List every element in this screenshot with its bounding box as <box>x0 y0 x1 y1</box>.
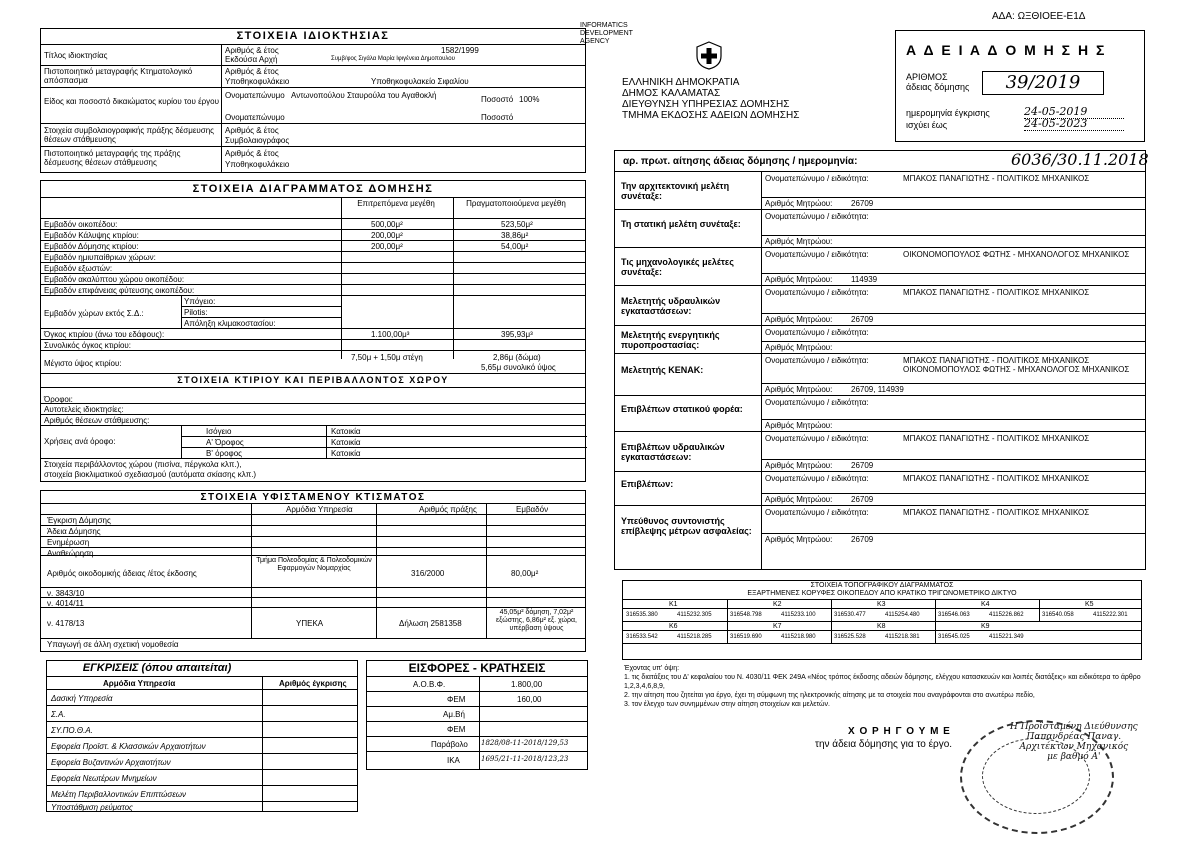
topo-vertex-label: K8 <box>877 623 886 630</box>
field-text: Εφορεία Προϊστ. & Κλασσικών Αρχαιοτήτων <box>51 742 206 751</box>
engineer-name: ΜΠΑΚΟΣ ΠΑΝΑΓΙΩΤΗΣ - ΠΟΛΙΤΙΚΟΣ ΜΗΧΑΝΙΚΟΣ <box>903 474 1090 483</box>
topo-y-coordinate: 4115222.301 <box>1093 612 1128 618</box>
field-text: ΦΕΜ <box>447 695 466 704</box>
engineer-name-label: Ονοματεπώνυμο / ειδικότητα: <box>765 434 869 443</box>
field-text: ν. 4014/11 <box>47 599 84 608</box>
engineer-role: Επιβλέπων υδραυλικών εγκαταστάσεων: <box>621 442 725 462</box>
engineer-role: Επιβλέπων στατικού φορέα: <box>621 404 743 414</box>
field-text: Εμβαδόν Κάλυψης κτιρίου: <box>44 231 139 240</box>
field-text: ν. 4178/13 <box>47 619 85 628</box>
engineer-name: ΜΠΑΚΟΣ ΠΑΝΑΓΙΩΤΗΣ - ΠΟΛΙΤΙΚΟΣ ΜΗΧΑΝΙΚΟΣ <box>903 174 1090 183</box>
engineer-name-label: Ονοματεπώνυμο / ειδικότητα: <box>765 356 869 365</box>
field-text: Συνολικός όγκος κτιρίου: <box>44 341 132 350</box>
ada-code: ΑΔΑ: ΩΞΘΙΟΕΕ-Ε1Δ <box>992 11 1086 22</box>
engineer-reg-label: Αριθμός Μητρώου: <box>765 385 833 394</box>
field-text: Αριθμός έγκρισης <box>279 679 347 688</box>
field-text: Κατοικία <box>331 427 361 436</box>
field-text: Όροφοι: <box>44 395 73 404</box>
engineer-reg-number: 26709 <box>851 535 874 544</box>
field-text: Τίτλος ιδιοκτησίας <box>44 51 108 60</box>
approval-date: 24-05-2019 <box>1024 106 1124 119</box>
field-text: Αυτοτελείς ιδιοκτησίες: <box>44 405 124 414</box>
permit-number: 39/2019 <box>982 71 1104 95</box>
grant-text: την άδεια δόμησης για το έργο. <box>815 739 953 750</box>
field-text: Σ.Α. <box>51 710 66 719</box>
field-text: INFORMATICS <box>580 22 628 29</box>
field-text: ν. 3843/10 <box>47 589 85 598</box>
engineer-name-label: Ονοματεπώνυμο / ειδικότητα: <box>765 398 869 407</box>
field-text: 2. την αίτηση που ζητείται για έργο, έχει τη σύμφωνη της ηλεκτρονικής αίτησης με τα στοιχεία που αναγράφονται στο ανωτέρω πεδίο, <box>624 692 1035 699</box>
topo-vertex-label: K2 <box>773 601 782 608</box>
field-text: ΣΥ.ΠΟ.Θ.Α. <box>51 726 93 735</box>
engineer-reg-label: Αριθμός Μητρώου: <box>765 535 833 544</box>
field-text: Αριθμός & έτος <box>225 126 279 135</box>
field-text: 316/2000 <box>411 569 445 578</box>
topo-vertex-label: K4 <box>981 601 990 608</box>
engineer-name-label: Ονοματεπώνυμο / ειδικότητα: <box>765 250 869 259</box>
topo-vertex-label: K3 <box>877 601 886 608</box>
engineer-name: ΜΠΑΚΟΣ ΠΑΝΑΓΙΩΤΗΣ - ΠΟΛΙΤΙΚΟΣ ΜΗΧΑΝΙΚΟΣ ΟΙΚΟΝΟΜΟΠΟΥΛΟΣ ΦΩΤΗΣ - ΜΗΧΑΝΟΛΟΓΟΣ ΜΗΧΑΝΙΚΟΣ <box>903 356 1130 374</box>
engineer-reg-number: 26709 <box>851 315 874 324</box>
building-diagram-title: ΣΤΟΙΧΕΙΑ ΔΙΑΓΡΑΜΜΑΤΟΣ ΔΟΜΗΣΗΣ <box>192 183 434 195</box>
field-text: Κατοικία <box>331 449 361 458</box>
field-text: Εφορεία Βυζαντινών Αρχαιοτήτων <box>51 758 171 767</box>
field-text: 395,93μ³ <box>501 330 533 339</box>
engineer-reg-number: 26709 <box>851 495 874 504</box>
field-text: Υποθηκοφυλάκειο <box>225 77 290 86</box>
engineer-role: Επιβλέπων: <box>621 479 674 489</box>
field-text: Αριθμός πράξης <box>419 505 477 514</box>
field-text: Αναθεώρηση <box>47 549 94 558</box>
field-text: Ποσοστό <box>481 113 514 122</box>
field-text: ημερομηνία έγκρισης <box>906 108 990 118</box>
engineer-name-label: Ονοματεπώνυμο / ειδικότητα: <box>765 508 869 517</box>
field-text: Α' Όροφος <box>206 438 244 447</box>
topo-x-coordinate: 316533.542 <box>626 634 658 640</box>
field-text: Εμβαδόν ακαλύπτου χώρου οικοπέδου: <box>44 275 185 284</box>
ownership-section <box>40 28 586 173</box>
field-text: Εμβαδόν <box>516 505 549 514</box>
field-text: Ονοματεπώνυμο <box>225 91 285 100</box>
field-text: Εμβαδόν ημιυπαίθριων χώρων: <box>44 253 156 262</box>
engineer-reg-label: Αριθμός Μητρώου: <box>765 421 833 430</box>
topo-vertex-label: K1 <box>669 601 678 608</box>
engineer-role: Τη στατική μελέτη συνέταξε: <box>621 219 741 229</box>
grant-heading: Χ Ο Ρ Η Γ Ο Υ Μ Ε <box>848 726 951 737</box>
field-text: Αριθμός & έτος <box>225 67 279 76</box>
field-text: Υποθηκοφυλάκειο <box>225 160 290 169</box>
authority-block <box>622 77 799 121</box>
topo-x-coordinate: 316530.477 <box>834 612 866 618</box>
field-text: Ονοματεπώνυμο <box>225 113 285 122</box>
field-text: ισχύει έως <box>906 120 948 130</box>
field-text: Μελέτη Περιβαλλοντικών Επιπτώσεων <box>51 790 186 799</box>
engineer-reg-label: Αριθμός Μητρώου: <box>765 461 833 470</box>
engineer-name-label: Ονοματεπώνυμο / ειδικότητα: <box>765 288 869 297</box>
topo-y-coordinate: 4115218.285 <box>677 634 712 640</box>
field-text: Η Προϊσταμένη Διεύθυνσης <box>1010 722 1138 732</box>
engineer-reg-label: Αριθμός Μητρώου: <box>765 199 833 208</box>
field-text: 500,00μ² <box>371 220 403 229</box>
permit-box <box>895 30 1145 142</box>
field-text: Συμβολαιογράφος <box>225 136 290 145</box>
topo-vertex-label: K6 <box>669 623 678 630</box>
field-text: Ενημέρωση <box>47 538 90 547</box>
field-text: Εμβαδόν οικοπέδου: <box>44 220 118 229</box>
signature <box>1010 722 1138 762</box>
greek-emblem-icon <box>695 40 723 70</box>
field-text: Αριθμός & έτος <box>225 46 279 55</box>
field-text: Μέγιστο ύψος κτιρίου: <box>44 359 122 368</box>
field-text: 5,65μ συνολικό ύψος <box>481 363 556 372</box>
field-text: DEVELOPMENT <box>580 30 633 37</box>
field-text: Εμβαδόν επιφάνειας φύτευσης οικοπέδου: <box>44 286 195 295</box>
field-text: ΕΞΑΡΤΗΜΕΝΕΣ ΚΟΡΥΦΕΣ ΟΙΚΟΠΕΔΟΥ ΑΠΟ ΚΡΑΤΙΚΟ ΤΡΙΓΩΝΟΜΕΤΡΙΚΟ ΔΙΚΤΥΟ <box>747 590 1017 597</box>
field-text: Στοιχεία συμβολαιογραφικής πράξης δέσμευσης θέσεων στάθμευσης <box>44 126 214 144</box>
topo-y-coordinate: 4115232.305 <box>677 612 712 618</box>
topo-y-coordinate: 4115221.349 <box>989 634 1024 640</box>
engineers-section <box>614 150 1149 570</box>
engineer-reg-label: Αριθμός Μητρώου: <box>765 343 833 352</box>
field-text: 2,86μ (δώμα) <box>493 353 541 362</box>
application-number: 6036/30.11.2018 <box>1011 150 1149 169</box>
field-text: ΔΙΕΥΘΥΝΣΗ ΥΠΗΡΕΣΙΑΣ ΔΟΜΗΣΗΣ <box>622 99 790 110</box>
topo-vertex-label: K5 <box>1085 601 1094 608</box>
engineer-role: Μελετητής υδραυλικών εγκαταστάσεων: <box>621 296 721 316</box>
field-text: 200,00μ² <box>371 242 403 251</box>
field-text: Δασική Υπηρεσία <box>51 694 113 703</box>
field-text: Πιστοποιητικό μεταγραφής της πράξης δέσμευσης θέσεων στάθμευσης <box>44 149 181 167</box>
engineer-reg-number: 26709, 114939 <box>851 385 904 394</box>
approvals-title: ΕΓΚΡΙΣΕΙΣ (όπου απαιτείται) <box>82 662 232 674</box>
engineer-name-label: Ονοματεπώνυμο / ειδικότητα: <box>765 328 869 337</box>
engineer-role: Μελετητής ΚΕΝΑΚ: <box>621 365 704 375</box>
engineer-name: ΜΠΑΚΟΣ ΠΑΝΑΓΙΩΤΗΣ - ΠΟΛΙΤΙΚΟΣ ΜΗΧΑΝΙΚΟΣ <box>903 288 1090 297</box>
field-text: Όγκος κτιρίου (άνω του εδάφους): <box>44 330 165 339</box>
field-text: Εφορεία Νεωτέρων Μνημείων <box>51 774 157 783</box>
field-text: Πραγματοποιούμενα μεγέθη <box>466 199 566 208</box>
field-text: Αρχιτέκτων Μηχανικός <box>1019 742 1129 752</box>
field-text: 1695/21-11-2018/123,23 <box>481 755 569 763</box>
field-text: Άδεια Δόμησης <box>47 527 101 536</box>
ownership-title: ΣΤΟΙΧΕΙΑ ΙΔΙΟΚΤΗΣΙΑΣ <box>236 30 390 42</box>
field-text: Υπαγωγή σε άλλη σχετική νομοθεσία <box>47 640 179 649</box>
topo-y-coordinate: 4115218.381 <box>885 634 920 640</box>
topo-y-coordinate: 4115218.980 <box>781 634 816 640</box>
field-text: 200,00μ² <box>371 231 403 240</box>
field-text: με βαθμό Α' <box>1047 752 1101 762</box>
field-text: Πιστοποιητικό μεταγραφής Κτηματολογικό απόσπασμα <box>44 67 193 85</box>
topo-x-coordinate: 316546.063 <box>938 612 970 618</box>
field-text: 1. τις διατάξεις του Δ' κεφαλαίου του Ν. 4030/11 ΦΕΚ 249Α «Νέος τρόπος έκδοσης αδειών δόμησης, ελέγχου κατασκευών και λοιπές διατάξεις» και ειδικότερα το άρθρο 1,2,3,4,6,8,9, <box>624 674 1141 690</box>
field-text: άδειας δόμησης <box>906 82 970 92</box>
field-text: ΙΚΑ <box>447 756 460 765</box>
building-diagram-section <box>40 180 586 482</box>
field-text: Τμήμα Πολεοδομίας & Πολεοδομικών Εφαρμογών Νομαρχίας <box>256 557 372 572</box>
field-text: Δήλωση 2581358 <box>399 619 462 628</box>
topo-x-coordinate: 316545.025 <box>938 634 970 640</box>
topo-x-coordinate: 316540.058 <box>1042 612 1074 618</box>
topo-x-coordinate: 316548.798 <box>730 612 762 618</box>
field-text: Παπανδρέας Παναγ. <box>1026 732 1122 742</box>
field-text: 3. τον έλεγχο των συνημμένων στην αίτηση στοιχείων και μελετών. <box>624 701 830 708</box>
field-text: Επιτρεπόμενα μεγέθη <box>357 199 435 208</box>
fees-section <box>366 660 588 770</box>
field-text: Α.Ο.Β.Φ. <box>413 680 446 689</box>
field-text: Έγκριση Δόμησης <box>47 516 111 525</box>
field-text: 1.100,00μ³ <box>371 330 410 339</box>
field-text: Αριθμός οικοδομικής άδειας /έτος έκδοσης <box>47 569 197 578</box>
engineer-reg-label: Αριθμός Μητρώου: <box>765 237 833 246</box>
building-info-title: ΣΤΟΙΧΕΙΑ ΚΤΙΡΙΟΥ ΚΑΙ ΠΕΡΙΒΑΛΛΟΝΤΟΣ ΧΩΡΟΥ <box>177 375 449 385</box>
field-text: Αριθμός & έτος <box>225 149 279 158</box>
field-text: 1828/08-11-2018/129,53 <box>481 739 569 747</box>
field-text: ΕΛΛΗΝΙΚΗ ΔΗΜΟΚΡΑΤΙΑ <box>622 77 740 88</box>
topo-y-coordinate: 4115226.862 <box>989 612 1024 618</box>
field-text: ΑΡΙΘΜΟΣ <box>906 72 948 82</box>
topo-y-coordinate: 4115233.100 <box>781 612 816 618</box>
field-text: Αριθμός θέσεων στάθμευσης: <box>44 416 150 425</box>
field-text: Β' όροφος <box>206 449 243 458</box>
field-text: 160,00 <box>517 695 542 704</box>
fees-title: ΕΙΣΦΟΡΕΣ - ΚΡΑΤΗΣΕΙΣ <box>408 661 546 675</box>
field-text: 1.800,00 <box>511 680 543 689</box>
field-text: Αρμόδια Υπηρεσία <box>103 679 176 688</box>
engineer-reg-label: Αριθμός Μητρώου: <box>765 275 833 284</box>
field-text: Απόληξη κλιμακοστασίου: <box>184 319 276 328</box>
existing-building-section <box>40 490 586 652</box>
field-text: Αρμόδια Υπηρεσία <box>286 505 353 514</box>
field-text: AGENCY <box>580 38 610 45</box>
engineer-reg-number: 26709 <box>851 461 874 470</box>
field-text: στοιχεία βιοκλιματικού σχεδιασμού (αυτόματα σκίασης κλπ.) <box>44 470 257 479</box>
field-text: Εμβαδόν χώρων εκτός Σ.Δ.: <box>44 309 144 318</box>
field-text: Υποστάθμιση ρεύματος <box>51 803 133 812</box>
field-text: ΤΜΗΜΑ ΕΚΔΟΣΗΣ ΑΔΕΙΩΝ ΔΟΜΗΣΗΣ <box>622 110 800 121</box>
informatics-logo <box>580 22 633 46</box>
approvals-section <box>46 660 358 812</box>
engineer-name: ΟΙΚΟΝΟΜΟΠΟΥΛΟΣ ΦΩΤΗΣ - ΜΗΧΑΝΟΛΟΓΟΣ ΜΗΧΑΝΙΚΟΣ <box>903 250 1130 259</box>
field-text: Εμβαδόν Δόμησης κτιρίου: <box>44 242 139 251</box>
topo-x-coordinate: 316519.690 <box>730 634 762 640</box>
field-text: ΦΕΜ <box>447 725 466 734</box>
engineer-name: ΜΠΑΚΟΣ ΠΑΝΑΓΙΩΤΗΣ - ΠΟΛΙΤΙΚΟΣ ΜΗΧΑΝΙΚΟΣ <box>903 434 1090 443</box>
engineer-role: Υπεύθυνος συντονιστής επίβλεψης μέτρων ασφαλείας: <box>621 516 752 536</box>
field-text: Χρήσεις ανά όροφο: <box>44 437 116 446</box>
engineer-name-label: Ονοματεπώνυμο / ειδικότητα: <box>765 174 869 183</box>
field-text: Έχοντας υπ' όψη: <box>624 665 680 672</box>
application-label: αρ. πρωτ. αίτησης άδειας δόμησης / ημερομηνία: <box>623 156 858 167</box>
topo-y-coordinate: 4115254.480 <box>885 612 920 618</box>
field-text: 45,05μ² δόμηση, 7,02μ² εξώστης, 6,86μ² εξ. χώρα, υπέρβαση ύψους <box>496 609 577 632</box>
field-text: Παράβολο <box>431 740 468 749</box>
engineer-role: Την αρχιτεκτονική μελέτη συνέταξε: <box>621 181 730 201</box>
topo-x-coordinate: 316525.528 <box>834 634 866 640</box>
field-text: Αμ.Βή <box>443 710 465 719</box>
field-text: Εκδούσα Αρχή <box>225 55 278 64</box>
topo-x-coordinate: 316535.380 <box>626 612 658 618</box>
field-text: Pilotis: <box>184 308 208 317</box>
field-text: Ισόγειο <box>206 427 232 436</box>
topo-section <box>622 580 1142 660</box>
engineer-role: Τις μηχανολογικές μελέτες συνέταξε: <box>621 257 734 277</box>
engineer-name: ΜΠΑΚΟΣ ΠΑΝΑΓΙΩΤΗΣ - ΠΟΛΙΤΙΚΟΣ ΜΗΧΑΝΙΚΟΣ <box>903 508 1090 517</box>
field-text: ΣΤΟΙΧΕΙΑ ΤΟΠΟΓΡΑΦΙΚΟΥ ΔΙΑΓΡΑΜΜΑΤΟΣ <box>810 582 954 589</box>
topo-vertex-label: K9 <box>981 623 990 630</box>
engineer-role: Μελετητής ενεργητικής πυροπροστασίας: <box>621 330 720 350</box>
field-text: 523,50μ² <box>501 220 533 229</box>
engineer-reg-number: 26709 <box>851 199 874 208</box>
valid-until-date: 24-05-2023 <box>1024 118 1124 131</box>
topo-vertex-label: K7 <box>773 623 782 630</box>
engineer-name-label: Ονοματεπώνυμο / ειδικότητα: <box>765 212 869 221</box>
field-text: Υποθηκοφυλακείο Σιφαλίου <box>371 77 469 86</box>
field-text: 100% <box>519 95 540 104</box>
engineer-reg-label: Αριθμός Μητρώου: <box>765 315 833 324</box>
field-text: 38,86μ² <box>501 231 529 240</box>
engineer-reg-label: Αριθμός Μητρώου: <box>765 495 833 504</box>
field-text: Ποσοστό <box>481 95 514 104</box>
field-text: 1582/1999 <box>441 46 479 55</box>
field-text: ΔΗΜΟΣ ΚΑΛΑΜΑΤΑΣ <box>622 88 721 99</box>
field-text: 54,00μ² <box>501 242 529 251</box>
field-text: Αντωνοπούλου Σταυρούλα του Αγαθοκλή <box>291 91 437 100</box>
field-text: Υπόγειο: <box>184 297 216 306</box>
field-text: Είδος και ποσοστό δικαιώματος κυρίου του έργου <box>44 97 220 106</box>
field-text: Στοιχεία περιβάλλοντος χώρου (πισίνα, πέργκολα κλπ.), <box>44 460 242 469</box>
field-text: 7,50μ + 1,50μ στέγη <box>351 353 423 362</box>
engineer-name-label: Ονοματεπώνυμο / ειδικότητα: <box>765 474 869 483</box>
field-text: Κατοικία <box>331 438 361 447</box>
legal-notes <box>624 664 1149 709</box>
field-text: ΥΠΕΚΑ <box>296 619 324 628</box>
field-text: Εμβαδόν εξωστών: <box>44 264 113 273</box>
field-text: Συμβ/φος Σιγάλα Μαρία Ιφιγένεια Δημοπουλου <box>331 56 455 62</box>
permit-title: Α Δ Ε Ι Α Δ Ο Μ Η Σ Η Σ <box>906 42 1107 58</box>
field-text: 80,00μ² <box>511 569 539 578</box>
engineer-reg-number: 114939 <box>851 275 878 284</box>
existing-title: ΣΤΟΙΧΕΙΑ ΥΦΙΣΤΑΜΕΝΟΥ ΚΤΙΣΜΑΤΟΣ <box>200 492 426 503</box>
